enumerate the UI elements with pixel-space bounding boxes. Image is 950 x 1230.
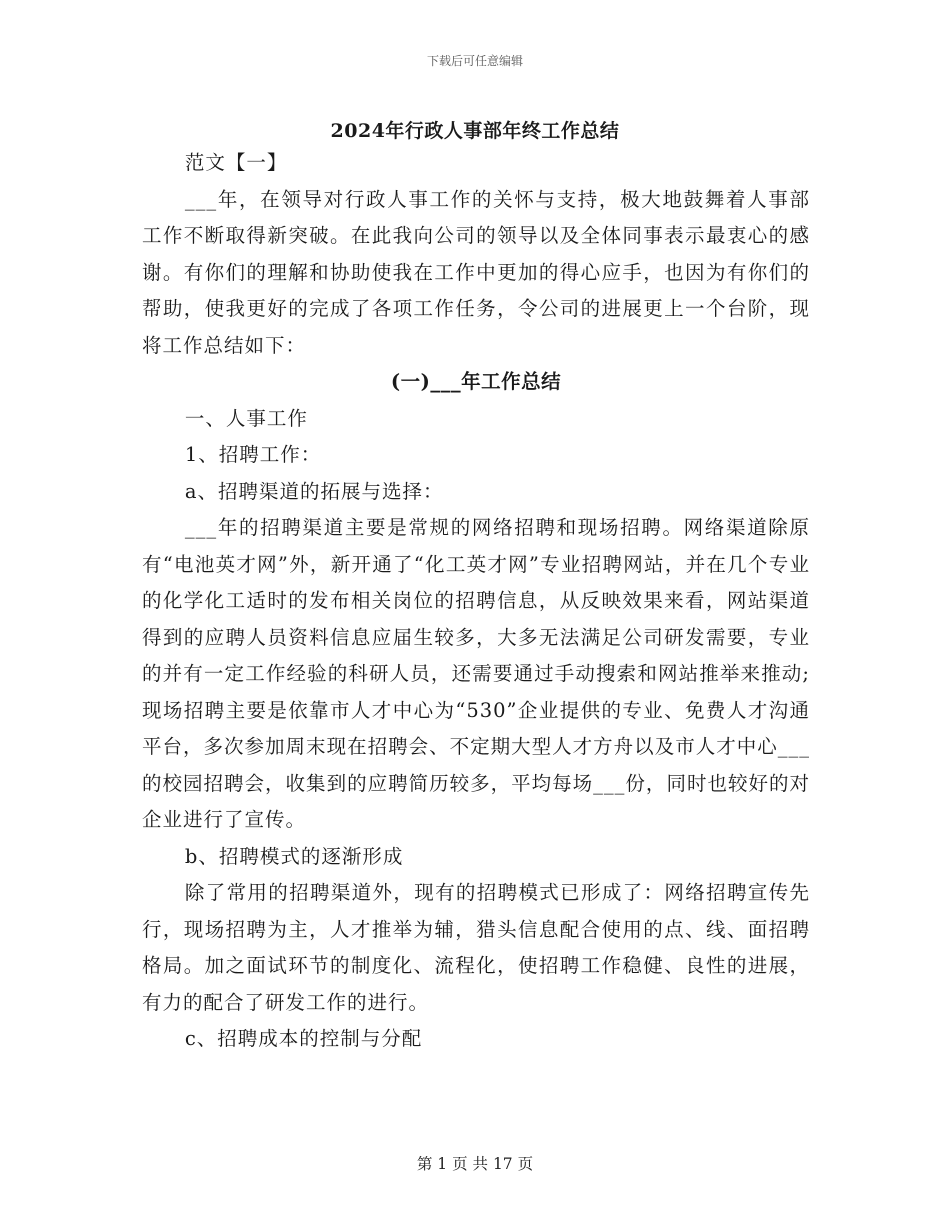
paragraph-intro: ___年，在领导对行政人事工作的关怀与支持，极大地鼓舞着人事部工作不断取得新突破。在此我向公司的领导以及全体同事表示最衷心的感谢。有你们的理解和协助使我在工作中更加的得心应手，也因为有你们的帮助，使我更好的完成了各项工作任务，令公司的进展更上一个台阶，现将工作总结如下： — [142, 187, 810, 357]
page-footer: 第 1 页 共 17 页 — [416, 1155, 534, 1173]
document-body — [142, 145, 810, 1058]
document-title: 2024年行政人事部年终工作总结 — [330, 120, 620, 142]
paragraph-sample-label: 范文【一】 — [184, 151, 288, 174]
subheading-model: b、招聘模式的逐渐形成 — [184, 844, 404, 868]
paragraph-channels: ___年的招聘渠道主要是常规的网络招聘和现场招聘。网络渠道除原有“电池英才网”外，新开通了“化工英才网”专业招聘网站，并在几个专业的化学化工适时的发布相关岗位的招聘信息，从反映效果来看，网站渠道得到的应聘人员资料信息应届生较多，大多无法满足公司研发需要，专业的并有一定工作经验的科研人员，还需要通过手动搜索和网站推举来推动;现场招聘主要是依靠市人才中心为“530”企业提供的专业、免费人才沟通平台，多次参加周末现在招聘会、不定期大型人才方舟以及市人才中心___的校园招聘会，收集到的应聘简历较多，平均每场___份，同时也较好的对企业进行了宣传。 — [142, 516, 810, 831]
subheading-channels: a、招聘渠道的拓展与选择： — [184, 479, 444, 503]
header-note: 下载后可任意编辑 — [426, 54, 523, 68]
subheading-personnel: 一、人事工作 — [184, 406, 308, 430]
subheading-recruitment: 1、招聘工作： — [184, 443, 322, 466]
paragraph-model: 除了常用的招聘渠道外，现有的招聘模式已形成了：网络招聘宣传先行，现场招聘为主，人才推举为辅，猎头信息配合使用的点、线、面招聘格局。加之面试环节的制度化、流程化，使招聘工作稳健、良性的进展，有力的配合了研发工作的进行。 — [142, 881, 810, 1014]
section-heading: (一)___年工作总结 — [390, 370, 562, 393]
subheading-cost: c、招聘成本的控制与分配 — [184, 1027, 423, 1050]
